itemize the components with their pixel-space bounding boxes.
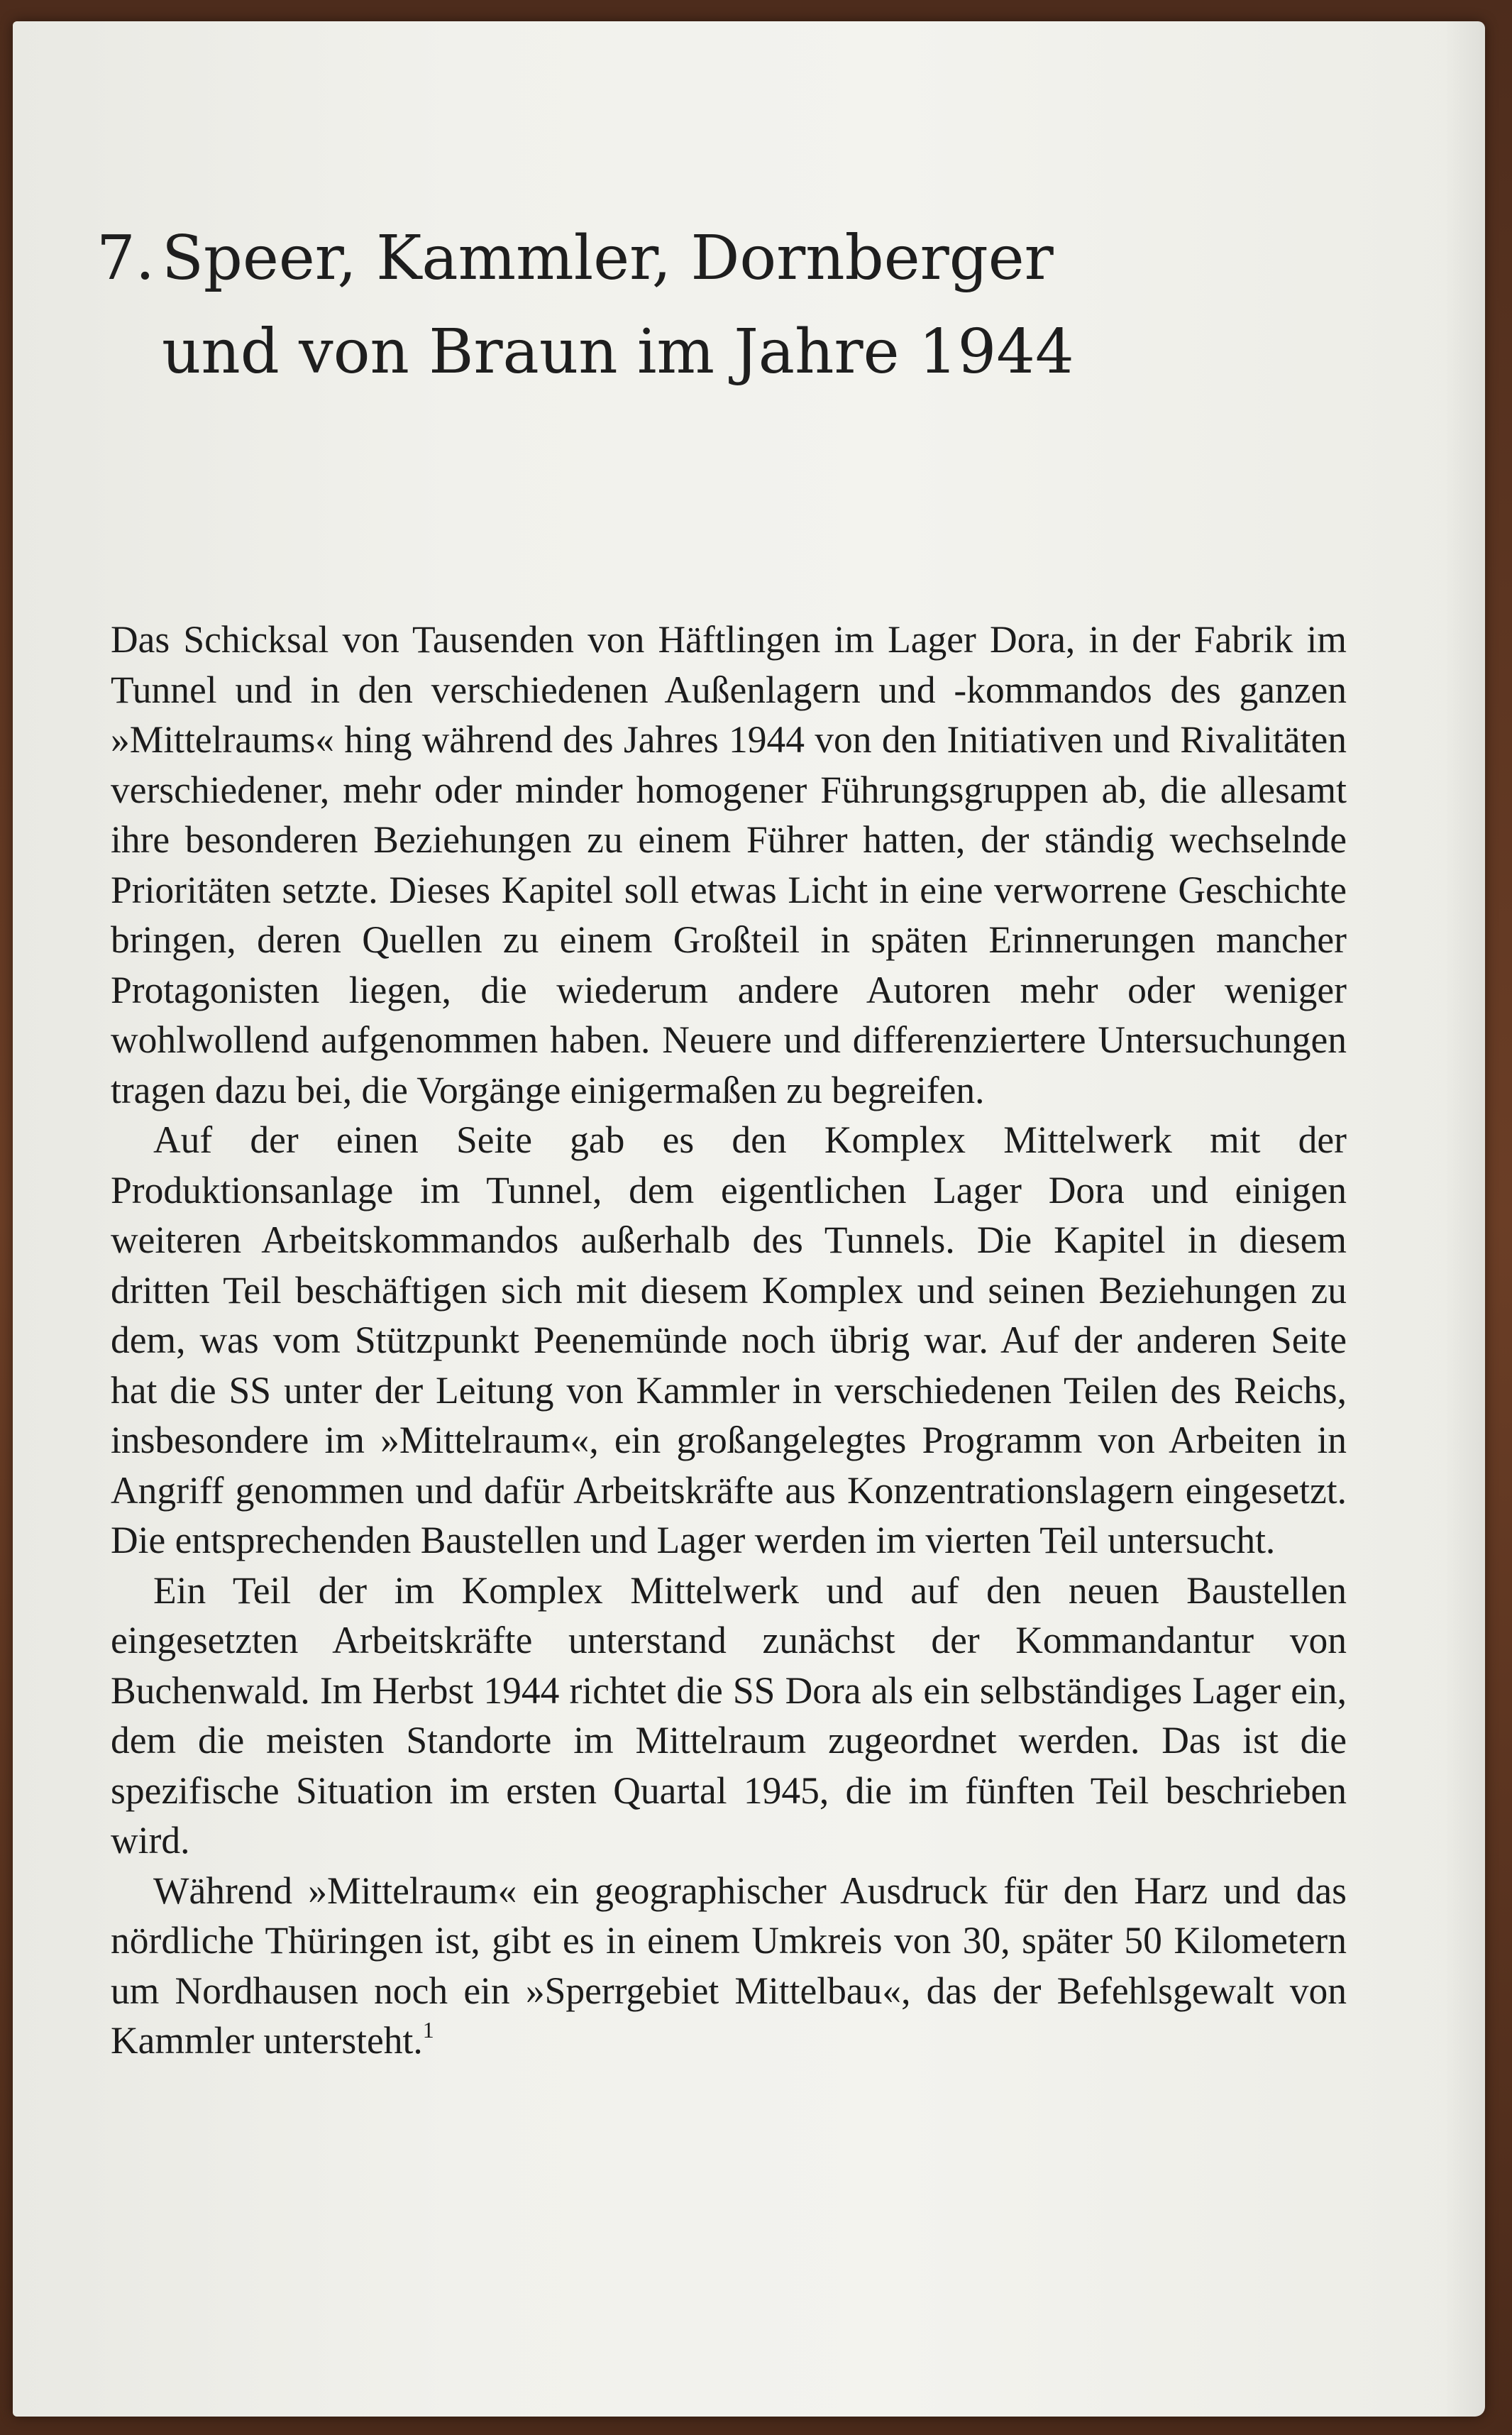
chapter-title — [96, 211, 1232, 399]
chapter-number: 7. — [96, 223, 155, 294]
body-text — [111, 615, 1347, 2066]
paragraph-1: Das Schicksal von Tausenden von Häftlingen im Lager Dora, in der Fabrik im Tunnel und in den verschiedenen Außenlagern und -kommandos des ganzen »Mittelraums« hing während des Jahres 1944 von den Initiativen und Rivalitäten verschiedener, mehr oder minder homogener Führungsgruppen ab, die allesamt ihre besonderen Beziehungen zu einem Führer hatten, der ständig wechselnde Prioritäten setzte. Dieses Kapitel soll etwas Licht in eine verworrene Geschichte bringen, deren Quellen zu einem Großteil in späten Erinnerungen mancher Protagonisten liegen, die wiederum andere Autoren mehr oder weniger wohlwollend aufgenommen haben. Neuere und differenziertere Untersuchungen tragen dazu bei, die Vorgänge einigermaßen zu begreifen. — [111, 618, 1347, 1111]
footnote-reference: 1 — [422, 2017, 434, 2043]
page-edge-shadow — [1442, 21, 1485, 2417]
paragraph-4-text: Während »Mittelraum« ein geographischer Ausdruck für den Harz und das nördliche Thüringen ist, gibt es in einem Umkreis von 30, später 50 Kilometern um Nordhausen noch ein »Sperrgebiet Mittelbau«, das der Befehlsgewalt von Kammler untersteht. — [111, 1869, 1347, 2062]
book-page — [13, 21, 1485, 2417]
chapter-title-line-1: Speer, Kammler, Dornberger — [162, 223, 1054, 294]
paragraph-2: Auf der einen Seite gab es den Komplex Mittelwerk mit der Produktionsanlage im Tunnel, dem eigentlichen Lager Dora und einigen weiteren Arbeitskommandos außerhalb des Tunnels. Die Kapitel in diesem dritten Teil beschäftigen sich mit diesem Komplex und seinen Beziehungen zu dem, was vom Stützpunkt Peenemünde noch übrig war. Auf der anderen Seite hat die SS unter der Leitung von Kammler in verschiedenen Teilen des Reichs, insbesondere im »Mittelraum«, ein großangelegtes Programm von Arbeiten in Angriff genommen und dafür Arbeitskräfte aus Konzentrationslagern eingesetzt. Die entsprechenden Baustellen und Lager werden im vierten Teil untersucht. — [111, 1118, 1347, 1561]
paragraph-3: Ein Teil der im Komplex Mittelwerk und auf den neuen Baustellen eingesetzten Arbeitskräfte unterstand zunächst der Kommandantur von Buchenwald. Im Herbst 1944 richtet die SS Dora als ein selbständiges Lager ein, dem die meisten Standorte im Mittelraum zugeordnet werden. Das ist die spezifische Situation im ersten Quartal 1945, die im fünften Teil beschrieben wird. — [111, 1568, 1347, 1862]
paragraph-4 — [111, 1866, 1347, 2066]
chapter-title-line-2: und von Braun im Jahre 1944 — [162, 317, 1074, 387]
